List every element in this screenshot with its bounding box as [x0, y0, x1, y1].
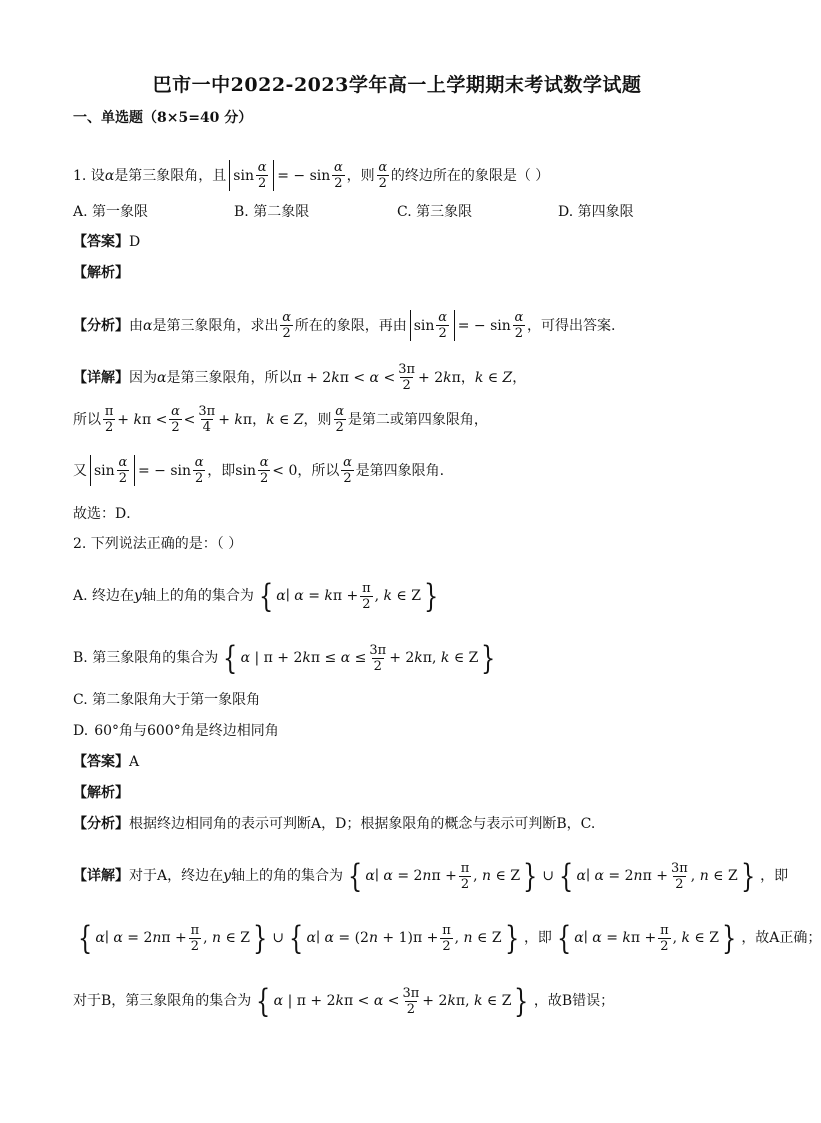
- q2-option-c: C. 第二象限角大于第一象限角: [73, 692, 261, 708]
- analysis-xiangjie-2: 所以 π 2 + kπ < α 2 < 3π 4 + kπ ， k ∈ Z ，则 α 2 是第二或第四象限角，: [73, 404, 488, 435]
- page-title: 巴市一中2022-2023学年高一上学期期末考试数学试题: [152, 74, 642, 96]
- answer-line: 【答案】 D: [73, 234, 141, 250]
- conclusion: 故选：D．: [73, 506, 141, 522]
- option-a: A. 第一象限: [73, 204, 149, 220]
- option-d: D. 第四象限: [558, 204, 634, 220]
- section-heading: 一、单选题（8×5=40 分）: [73, 110, 253, 126]
- q2-analysis-fenxi: 【分析】 根据终边相同角的表示可判断A，D；根据象限角的概念与表示可判断B，C.: [73, 816, 596, 832]
- formula-abs-sin: sin α 2: [229, 160, 274, 191]
- q2-option-b: B. 第三象限角的集合为 { α | π + 2kπ ≤ α ≤ $\frac{3\pi}{2}$ + 2kπ, k ∈ Z }: [73, 639, 496, 677]
- option-b: B. 第二象限: [234, 204, 310, 220]
- option-c: C. 第三象限: [397, 204, 473, 220]
- q2-analysis-heading: 【解析】: [73, 785, 129, 801]
- q2-answer-line: 【答案】 A: [73, 754, 140, 770]
- q2-xiangjie-3: 对于B，第三象限角的集合为 { α | π + 2kπ < α < 3π 2 + 2kπ, k ∈ Z } ，故B错误；: [73, 982, 615, 1020]
- analysis-xiangjie-1: 【详解】 因为 α 是第三象限角，所以 π + 2kπ < α < 3π 2 + 2kπ ， k ∈ Z ，: [73, 362, 527, 393]
- q2-xiangjie-2: { α∣ α = 2nπ + $\frac{\pi}{2}$ , n ∈ Z } ∪ { α∣ α = (2n + 1)π + $\frac{\pi}{2}$ , n ∈ Z } ，即 { α∣ α = kπ + $\frac{\pi}{2}$ , k ∈ Z } ，故A正确；: [78, 919, 821, 957]
- q2-option-d: D. 60°角与600°角是终边相同角: [73, 723, 279, 739]
- q2-xiangjie-1: 【详解】 对于A，终边在 y 轴上的角的集合为 { α∣ α = 2nπ + $\frac{\pi}{2}$ , n ∈ Z } ∪ { α∣ α = 2nπ + $\frac{3\pi}{2}$ , n ∈ Z } ，即: [73, 857, 789, 895]
- analysis-xiangjie-3: 又 sin α 2 = − sin α 2 ，即 sin α 2 < 0 ，所以 α 2 是第四象限角.: [73, 455, 445, 486]
- analysis-heading: 【解析】: [73, 265, 129, 281]
- question-1-stem: 1. 设 α 是第三象限角，且 sin α 2 = − sin α 2 ，则 α 2 的终边所在的象限是（ ）: [73, 160, 550, 191]
- question-2-stem: 2. 下列说法正确的是：（ ）: [73, 536, 243, 552]
- analysis-fenxi: 【分析】 由 α 是第三象限角，求出 α 2 所在的象限，再由 sin α 2 = − sin α 2 ，可得出答案.: [73, 310, 616, 341]
- q2-option-a: A. 终边在 y 轴上的角的集合为 { α∣ α = kπ + $\frac{\pi}{2}$ , k ∈ Z }: [73, 577, 439, 615]
